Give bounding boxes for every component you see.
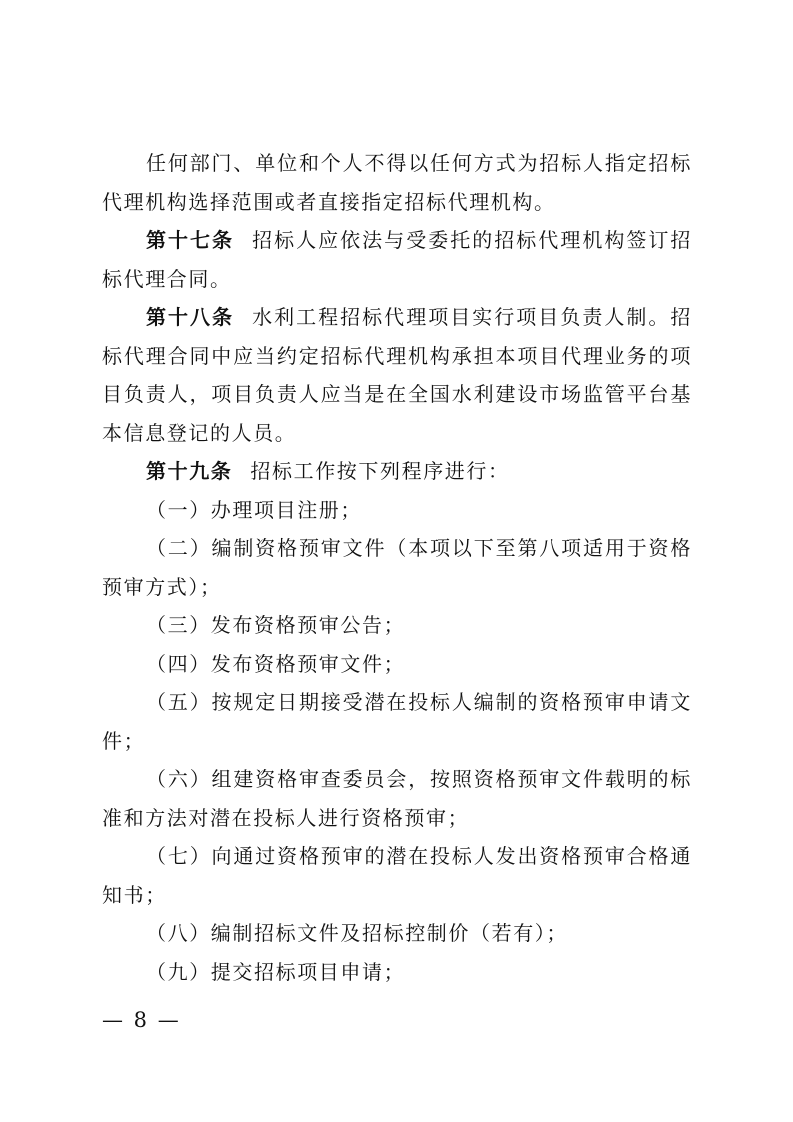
paragraph-text: 招标工作按下列程序进行： — [250, 459, 510, 483]
list-item-3 — [102, 606, 692, 645]
list-item-6 — [102, 760, 692, 837]
list-item-text: （八）编制招标文件及招标控制价（若有）； — [146, 921, 568, 945]
list-item-text: （五）按规定日期接受潜在投标人编制的资格预审申请文件； — [102, 690, 692, 753]
list-item-text: （一）办理项目注册； — [146, 497, 362, 522]
list-item-5 — [102, 683, 692, 760]
list-item-4 — [102, 645, 692, 684]
article-number: 第十九条 — [146, 459, 233, 483]
list-item-8 — [102, 914, 692, 953]
list-item-text: （七）向通过资格预审的潜在投标人发出资格预审合格通知书； — [102, 844, 692, 907]
list-item-7 — [102, 837, 692, 914]
list-item-text: （二）编制资格预审文件（本项以下至第八项适用于资格预审方式）； — [102, 536, 692, 599]
article-18 — [102, 298, 692, 452]
list-item-text: （六）组建资格审查委员会，按照资格预审文件载明的标准和方法对潜在投标人进行资格预审； — [102, 767, 692, 830]
page-number: — 8 — — [102, 1008, 181, 1032]
document-body — [102, 144, 692, 991]
paragraph-designation — [102, 144, 692, 221]
paragraph-text: 任何部门、单位和个人不得以任何方式为招标人指定招标代理机构选择范围或者直接指定招标代理机构。 — [102, 151, 692, 214]
article-19 — [102, 452, 692, 491]
list-item-1 — [102, 491, 692, 530]
list-item-text: （四）发布资格预审文件； — [146, 651, 406, 676]
paragraph-text: 招标人应依法与受委托的招标代理机构签订招标代理合同。 — [102, 228, 693, 291]
list-item-text: （三）发布资格预审公告； — [146, 613, 406, 637]
article-number: 第十八条 — [146, 305, 235, 329]
paragraph-text: 水利工程招标代理项目实行项目负责人制。招标代理合同中应当约定招标代理机构承担本项目代理业务的项目负责人，项目负责人应当是在全国水利建设市场监管平台基本信息登记的人员。 — [102, 305, 693, 445]
list-item-9 — [102, 953, 692, 992]
list-item-text: （九）提交招标项目申请； — [146, 959, 406, 984]
article-number: 第十七条 — [146, 228, 235, 252]
article-17 — [102, 221, 692, 298]
list-item-2 — [102, 529, 692, 606]
